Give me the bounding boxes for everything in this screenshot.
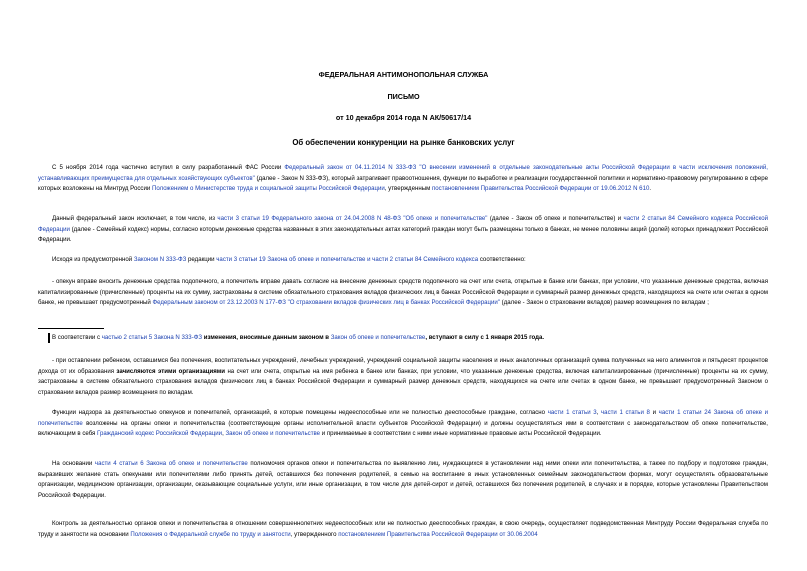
paragraph-9 — [38, 519, 768, 540]
text: (далее - Семейный кодекс) нормы, согласно которым денежные средства названных в этих законодательных актах категорий граждан могут быть размещены только в банках, не менее половины акций (долей) которых принадлежит Российской Федерации. — [38, 225, 768, 243]
bold-text: , вступают в силу с 1 января 2015 года. — [425, 334, 545, 341]
paragraph-1 — [38, 163, 768, 195]
bold-text: изменения, вносимые данным законом в — [202, 334, 331, 341]
link-art-24-part-1[interactable]: части 1 статьи 24 Закона об опеке и попечительстве — [38, 409, 769, 427]
link-art-8-part-1[interactable]: части 1 статьи 8 — [601, 409, 650, 416]
link-art-6-part-4[interactable]: части 4 статьи 6 Закона об опеке и попечительстве — [94, 460, 248, 467]
text: , — [596, 409, 601, 416]
bold-text: зачисляются этими организациями — [116, 367, 226, 375]
text: полномочия органов опеки и попечительства по выявлению лиц, нуждающихся в установлении над ними опеки или попечительства, а также по подбору и подготовке граждан, выразивших желание стать опекунами или попечителями либо принять детей, оставшихся без попечения родителей, в семью на воспитание в иных установленных семейным законодательством формах, могут осуществлять образовательные организации, медицинские организации, организации, оказывающие социальные услуги, или иные организации, в том числе для детей-сирот и детей, оставшихся без попечения родителей, в случаях и в порядке, которые установлены Правительством Российской Федерации. — [38, 460, 768, 499]
text: Контроль за деятельностью органов опеки и попечительства в отношении совершеннолетних недееспособных или не полностью дееспособных граждан, в свою очередь, осуществляет подведомственная Минтруду России Федеральная служба по труду и занятости на основании — [38, 520, 768, 538]
paragraph-8 — [38, 459, 768, 501]
text: Данный федеральный закон исключает, в том числе, из — [52, 215, 218, 222]
text: (далее - Закон о страховании вкладов) размер возмещения по вкладам ; — [499, 299, 709, 306]
text: возложены на органы опеки и попечительства (соответствующие органы исполнительной власти субъектов Российской Федерации) и должны осуществляться ими в соответствии с законодательством об опеке попечительстве, включающим в себя — [38, 419, 768, 437]
text: , утвержденным — [384, 185, 432, 192]
text: (далее - Закон N 333-ФЗ), который затрагивает правоотношения, функции по выработке и реализации государственной политики и нормативно-правовому регулированию в сфере которых возложены на Минтруд России — [38, 174, 768, 192]
text: , — [222, 430, 226, 437]
paragraph-2 — [38, 214, 768, 246]
text: и — [649, 409, 659, 416]
link-government-decree-610[interactable]: постановлением Правительства Российской Федерации от 19.06.2012 N 610 — [431, 185, 650, 192]
paragraph-3 — [38, 255, 768, 266]
text: Исходя из предусмотренной — [52, 256, 134, 263]
footnote-marker — [48, 333, 50, 343]
link-law-333-art-5[interactable]: частью 2 статьи 5 Закона N 333-ФЗ — [101, 334, 203, 341]
paragraph-4 — [38, 277, 768, 309]
text: (далее - Закон об опеке и попечительстве) и — [487, 215, 624, 222]
link-art-3-part-1[interactable]: части 1 статьи 3 — [547, 409, 597, 416]
paragraph-7 — [38, 408, 768, 440]
link-civil-code[interactable]: Гражданский кодекс Российской Федерации — [97, 430, 223, 437]
text: - при оставлении ребенком, оставшимся без попечения, воспитательных учреждений, лечебных учреждений, учреждений социальной защиты населения и иных аналогичных организаций сумма полученных на него алиментов и пятьдесят процентов дохода от их образования — [38, 357, 768, 375]
link-family-code-art-84[interactable]: части 2 статьи 84 Семейного кодекса Российской Федерации — [38, 215, 769, 233]
footnote-separator — [38, 328, 104, 329]
link-guardianship-law-2[interactable]: Закон об опеке и попечительстве — [225, 430, 321, 437]
link-law-48-art-19[interactable]: части 3 статьи 19 Федерального закона от 24.04.2008 N 48-ФЗ "Об опеке и попечительстве" — [217, 215, 488, 222]
document-type: ПИСЬМО — [387, 92, 420, 101]
text: С 5 ноября 2014 года частично вступил в силу разработанный ФАС России — [52, 164, 285, 171]
text: соответственно: — [478, 256, 526, 263]
link-rostrud-regulation[interactable]: Положения о Федеральной службе по труду и занятости — [130, 530, 291, 538]
text: - опекун вправе вносить денежные средства подопечного, а попечитель вправе давать согласие на внесение денежных средств подопечного на счет или счета, открытые в банке или банках, при условии, что указанные денежные средства, включая капитализированные (причисленные) проценты на их сумму, застрахованы в системе обязательного страхования вкладов физических лиц в банках Российской Федерации и суммарный размер денежных средств, находящихся на счете или счетах в одном банке, не превышает предусмотренный — [38, 278, 768, 306]
text: На основании — [52, 460, 95, 467]
link-mintrud-regulation[interactable]: Положением о Министерстве труда и социальной защиты Российской Федерации — [151, 185, 385, 192]
link-law-177[interactable]: Федеральным законом от 23.12.2003 N 177-ФЗ "О страховании вкладов физических лиц в банках Российской Федерации" — [152, 299, 500, 306]
text: редакции — [186, 256, 217, 263]
paragraph-6 — [38, 356, 768, 398]
paragraph-5 — [52, 333, 768, 344]
text: В соответствии с — [52, 334, 102, 341]
text: , утвержденного — [290, 530, 339, 538]
link-law-333-short[interactable]: Законом N 333-ФЗ — [133, 256, 187, 263]
link-government-decree-2004[interactable]: постановлением Правительства Российской Федерации от 30.06.2004 — [338, 530, 538, 538]
text: на счет или счета, открытые на имя ребенка в банке или банках, при условии, что указанные денежные средства, включая капитализированные (причисленные) проценты на их сумму, застрахованы в системе обязательного страхования вкладов физических лиц в банках Российской Федерации и суммарный размер денежных средств, находящихся на счете или счетах в одном банке, не превышает предусмотренный Законом о страховании вкладов размер возмещения по вкладам. — [38, 367, 769, 396]
text: . — [649, 185, 652, 192]
text: и принимаемые в соответствии с ними иные нормативные правовые акты Российской Федерации. — [320, 430, 602, 437]
link-guardianship-law[interactable]: Закон об опеке и попечительстве — [330, 334, 426, 341]
link-law-333[interactable]: Федеральный закон от 04.11.2014 N 333-ФЗ "О внесении изменений в отдельные законодательные акты Российской Федерации в части исключения положений, устанавливающих преимущества для отдельных хозяйствующих субъектов" — [38, 164, 768, 182]
text: Функции надзора за деятельностью опекунов и попечителей, организаций, в которые помещены недееспособные или не полностью дееспособные граждане, согласно — [52, 409, 548, 416]
document-date-number: от 10 декабря 2014 года N АК/50617/14 — [335, 113, 472, 122]
agency-name: ФЕДЕРАЛЬНАЯ АНТИМОНОПОЛЬНАЯ СЛУЖБА — [318, 70, 489, 79]
link-guardianship-family-code[interactable]: части 3 статьи 19 Закона об опеке и попечительстве и части 2 статьи 84 Семейного кодекса — [216, 256, 479, 263]
document-title: Об обеспечении конкуренции на рынке банковских услуг — [292, 138, 515, 147]
